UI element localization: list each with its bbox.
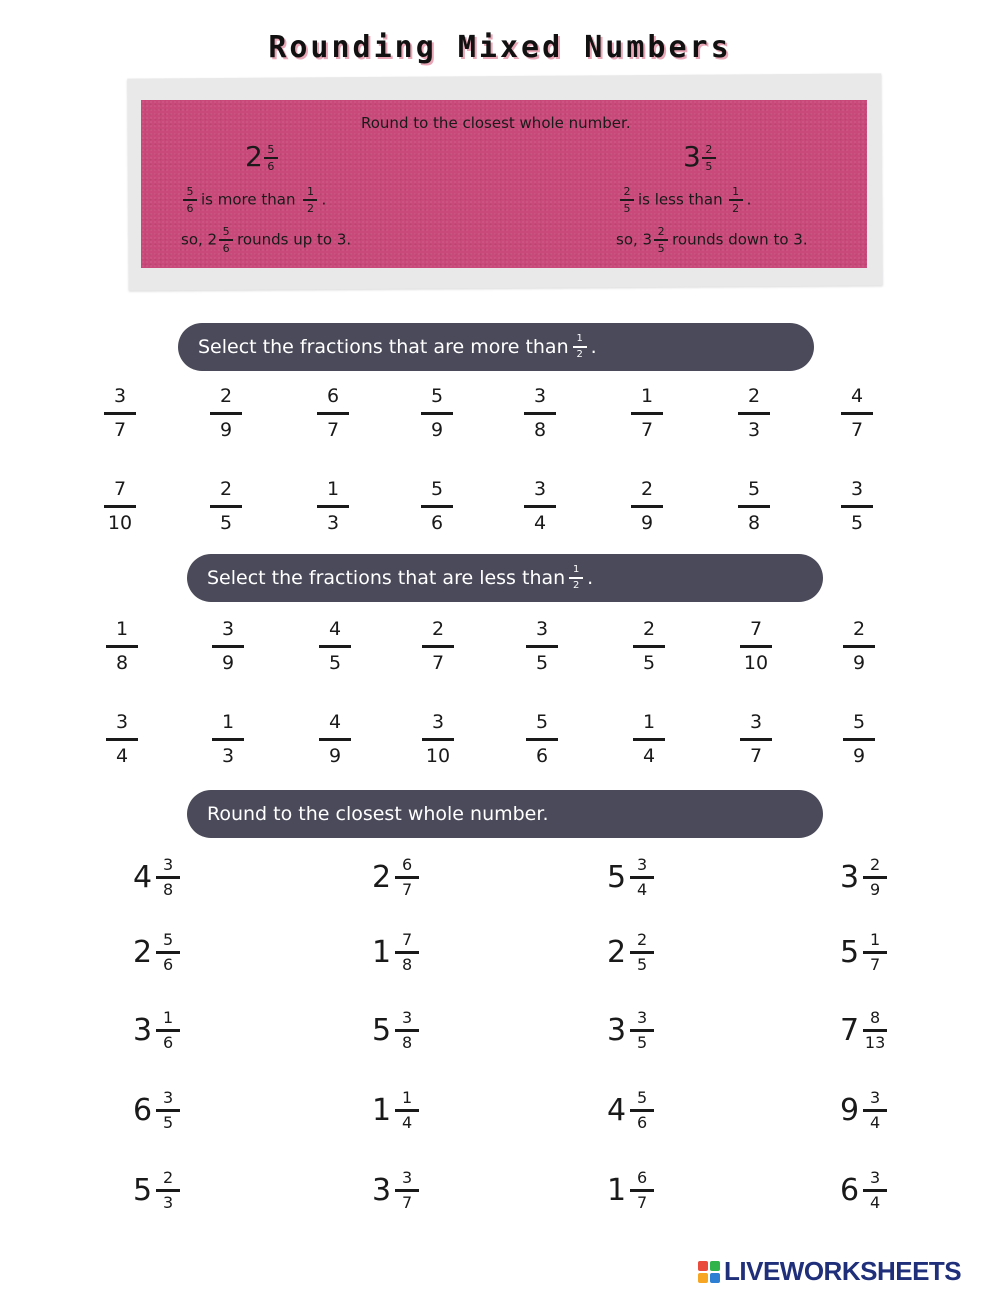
fraction [156,1170,180,1211]
denominator: 3 [221,745,235,767]
selectable-fraction-r1c1[interactable] [92,620,152,673]
denominator: 9 [221,652,235,674]
denominator: 9 [328,745,342,767]
denominator: 4 [870,1113,881,1132]
denominator: 3 [326,512,340,534]
fraction [630,1090,654,1131]
whole-number: 7 [840,1012,860,1048]
mixed-number-r2c3 [607,932,654,973]
denominator: 5 [637,1033,648,1052]
numerator: 1 [115,618,129,640]
denominator: 8 [115,652,129,674]
denominator: 4 [115,745,129,767]
fraction [524,387,556,440]
fraction [210,387,242,440]
fraction [106,620,138,673]
numerator: 1 [640,385,654,407]
whole-number: 2 [133,934,153,970]
selectable-fraction-r2c2[interactable] [196,480,256,533]
numerator: 1 [163,1008,174,1027]
fraction [395,857,419,898]
selectable-fraction-r2c5[interactable] [512,713,572,766]
fraction [395,1010,419,1051]
denominator: 8 [747,512,761,534]
fraction [104,387,136,440]
fraction [863,1170,887,1211]
denominator: 6 [535,745,549,767]
example-left-compare: $\frac{5}{6}$ is more than $\frac{1}{2}$ . [181,186,326,214]
denominator: 13 [864,1033,886,1052]
numerator: 7 [402,930,413,949]
fraction [319,620,351,673]
numerator: 3 [850,478,864,500]
mixed-number-r4c4 [840,1090,887,1131]
fraction [319,713,351,766]
denominator: 5 [535,652,549,674]
section3-banner: Round to the closest whole number. [187,790,823,838]
fraction [156,932,180,973]
fraction [212,713,244,766]
example-left-half: $\frac{1}{2}$ [303,186,317,214]
whole-number: 4 [607,1092,627,1128]
mixed-number-r3c1 [133,1010,180,1051]
fraction [317,480,349,533]
fraction [156,1010,180,1051]
numerator: 7 [749,618,763,640]
fraction [841,387,873,440]
selectable-fraction-r1c6[interactable] [617,387,677,440]
denominator: 8 [402,955,413,974]
whole-number: 5 [133,1172,153,1208]
selectable-fraction-r2c8[interactable] [827,480,887,533]
liveworksheets-logo [698,1256,961,1287]
denominator: 4 [533,512,547,534]
numerator: 1 [326,478,340,500]
numerator: 2 [852,618,866,640]
denominator: 3 [747,419,761,441]
fraction [633,713,665,766]
mixed-number-r2c4 [840,932,887,973]
selectable-fraction-r1c5[interactable] [510,387,570,440]
fraction [738,480,770,533]
selectable-fraction-r1c2[interactable] [196,387,256,440]
numerator: 3 [431,711,445,733]
selectable-fraction-r2c8[interactable] [829,713,889,766]
fraction [841,480,873,533]
denominator: 4 [402,1113,413,1132]
numerator: 4 [328,711,342,733]
mixed-number-r3c3 [607,1010,654,1051]
fraction [395,1090,419,1131]
mixed-number-r2c2 [372,932,419,973]
denominator: 8 [163,880,174,899]
example-left-result-fraction: $\frac{5}{6}$ [219,226,233,254]
mixed-number-r3c4 [840,1010,887,1051]
numerator: 2 [642,618,656,640]
denominator: 7 [402,1193,413,1212]
numerator: 5 [535,711,549,733]
fraction [526,713,558,766]
section2-banner: Select the fractions that are less than $\frac{1}{2}$ . [187,554,823,602]
denominator: 6 [163,1033,174,1052]
denominator: 9 [430,419,444,441]
selectable-fraction-r1c8[interactable] [827,387,887,440]
fraction [740,713,772,766]
denominator: 10 [107,512,133,534]
denominator: 8 [402,1033,413,1052]
mixed-number-r5c4 [840,1170,887,1211]
denominator: 6 [430,512,444,534]
selectable-fraction-r2c2[interactable] [198,713,258,766]
fraction [156,1090,180,1131]
fraction [633,620,665,673]
denominator: 10 [743,652,769,674]
mixed-number-r1c3 [607,857,654,898]
denominator: 5 [637,955,648,974]
fraction [631,480,663,533]
selectable-fraction-r1c7[interactable] [726,620,786,673]
logo-icon [698,1261,720,1283]
numerator: 3 [402,1008,413,1027]
denominator: 9 [852,745,866,767]
selectable-fraction-r2c7[interactable] [726,713,786,766]
fraction [843,620,875,673]
denominator: 7 [637,1193,648,1212]
numerator: 6 [402,855,413,874]
selectable-fraction-r1c7[interactable] [724,387,784,440]
whole-number: 3 [133,1012,153,1048]
numerator: 3 [221,618,235,640]
example-left-fraction: $\frac{5}{6}$ [264,144,278,172]
example-box [141,100,867,268]
selectable-fraction-r2c1[interactable] [90,480,150,533]
mixed-number-r2c1 [133,932,180,973]
denominator: 4 [870,1193,881,1212]
selectable-fraction-r1c4[interactable] [407,387,467,440]
denominator: 7 [749,745,763,767]
denominator: 7 [113,419,127,441]
denominator: 9 [219,419,233,441]
mixed-number-r1c4 [840,857,887,898]
numerator: 3 [870,1088,881,1107]
selectable-fraction-r2c6[interactable] [619,713,679,766]
fraction [630,857,654,898]
logo-square-1 [698,1261,708,1271]
selectable-fraction-r1c1[interactable] [90,387,150,440]
example-left-mixed [245,140,282,173]
selectable-fraction-r2c4[interactable] [408,713,468,766]
mixed-number-r5c2 [372,1170,419,1211]
mixed-number-r1c2 [372,857,419,898]
fraction [422,713,454,766]
whole-number: 3 [372,1172,392,1208]
numerator: 5 [852,711,866,733]
whole-number: 2 [607,934,627,970]
example-right-result-fraction: $\frac{2}{5}$ [654,226,668,254]
selectable-fraction-r2c5[interactable] [510,480,570,533]
numerator: 1 [221,711,235,733]
fraction [422,620,454,673]
denominator: 6 [163,955,174,974]
whole-number: 1 [607,1172,627,1208]
whole-number: 3 [607,1012,627,1048]
numerator: 5 [163,930,174,949]
whole-number: 6 [133,1092,153,1128]
selectable-fraction-r1c3[interactable] [303,387,363,440]
numerator: 3 [749,711,763,733]
whole-number: 1 [372,1092,392,1128]
numerator: 1 [870,930,881,949]
numerator: 3 [402,1168,413,1187]
whole-number: 6 [840,1172,860,1208]
fraction [526,620,558,673]
mixed-number-r4c3 [607,1090,654,1131]
denominator: 7 [326,419,340,441]
fraction [210,480,242,533]
numerator: 6 [326,385,340,407]
mixed-number-r3c2 [372,1010,419,1051]
numerator: 3 [870,1168,881,1187]
example-right-compare: $\frac{2}{5}$ is less than $\frac{1}{2}$ . [618,186,751,214]
numerator: 2 [219,385,233,407]
fraction [317,387,349,440]
example-instruction: Round to the closest whole number. [361,114,631,132]
fraction [156,857,180,898]
denominator: 9 [870,880,881,899]
fraction [421,480,453,533]
logo-text: LIVEWORKSHEETS [724,1256,962,1286]
numerator: 5 [637,1088,648,1107]
selectable-fraction-r1c3[interactable] [305,620,365,673]
numerator: 5 [747,478,761,500]
selectable-fraction-r1c2[interactable] [198,620,258,673]
fraction [212,620,244,673]
numerator: 5 [430,385,444,407]
numerator: 4 [850,385,864,407]
mixed-number-r1c1 [133,857,180,898]
fraction [395,1170,419,1211]
fraction [104,480,136,533]
numerator: 3 [637,1008,648,1027]
fraction [630,932,654,973]
example-left-whole: 2 [245,140,263,173]
denominator: 7 [431,652,445,674]
whole-number: 2 [372,859,392,895]
selectable-fraction-r2c1[interactable] [92,713,152,766]
fraction [106,713,138,766]
numerator: 1 [642,711,656,733]
denominator: 7 [850,419,864,441]
example-right-fraction: $\frac{2}{5}$ [702,144,716,172]
denominator: 4 [642,745,656,767]
selectable-fraction-r1c8[interactable] [829,620,889,673]
fraction [524,480,556,533]
numerator: 3 [533,478,547,500]
example-left-compare-fraction: $\frac{5}{6}$ [183,186,197,214]
fraction [738,387,770,440]
mixed-number-r5c3 [607,1170,654,1211]
numerator: 2 [163,1168,174,1187]
denominator: 5 [328,652,342,674]
denominator: 9 [640,512,654,534]
example-right-whole: 3 [683,140,701,173]
example-left-result: so, 2 $\frac{5}{6}$ rounds up to 3. [181,225,352,255]
numerator: 3 [533,385,547,407]
numerator: 2 [637,930,648,949]
denominator: 5 [850,512,864,534]
mixed-number-r4c2 [372,1090,419,1131]
numerator: 2 [219,478,233,500]
selectable-fraction-r1c5[interactable] [512,620,572,673]
numerator: 3 [113,385,127,407]
numerator: 5 [430,478,444,500]
numerator: 1 [402,1088,413,1107]
fraction [395,932,419,973]
fraction [843,713,875,766]
denominator: 6 [637,1113,648,1132]
selectable-fraction-r2c7[interactable] [724,480,784,533]
example-right-compare-fraction: $\frac{2}{5}$ [620,186,634,214]
selectable-fraction-r1c4[interactable] [408,620,468,673]
logo-square-2 [710,1261,720,1271]
fraction [863,1010,887,1051]
example-right-half: $\frac{1}{2}$ [729,186,743,214]
selectable-fraction-r2c3[interactable] [305,713,365,766]
fraction [630,1010,654,1051]
whole-number: 3 [840,859,860,895]
numerator: 2 [747,385,761,407]
section2-half-fraction: $\frac{1}{2}$ [569,565,583,591]
mixed-number-r4c1 [133,1090,180,1131]
fraction [631,387,663,440]
denominator: 5 [163,1113,174,1132]
numerator: 3 [163,855,174,874]
logo-square-4 [710,1273,720,1283]
numerator: 3 [637,855,648,874]
section1-half-fraction: $\frac{1}{2}$ [573,334,587,360]
fraction [863,857,887,898]
selectable-fraction-r1c6[interactable] [619,620,679,673]
whole-number: 5 [372,1012,392,1048]
denominator: 8 [533,419,547,441]
denominator: 9 [852,652,866,674]
example-right-mixed [683,140,720,173]
numerator: 3 [163,1088,174,1107]
denominator: 7 [870,955,881,974]
numerator: 6 [637,1168,648,1187]
fraction [863,1090,887,1131]
selectable-fraction-r2c6[interactable] [617,480,677,533]
numerator: 4 [328,618,342,640]
fraction [421,387,453,440]
logo-square-3 [698,1273,708,1283]
numerator: 8 [870,1008,881,1027]
numerator: 2 [640,478,654,500]
numerator: 3 [535,618,549,640]
fraction [630,1170,654,1211]
numerator: 2 [870,855,881,874]
selectable-fraction-r2c3[interactable] [303,480,363,533]
denominator: 10 [425,745,451,767]
whole-number: 5 [840,934,860,970]
fraction [863,932,887,973]
denominator: 5 [642,652,656,674]
example-right-result: so, 3 $\frac{2}{5}$ rounds down to 3. [616,225,808,255]
denominator: 3 [163,1193,174,1212]
whole-number: 1 [372,934,392,970]
denominator: 7 [640,419,654,441]
section1-banner: Select the fractions that are more than $\frac{1}{2}$ . [178,323,814,371]
whole-number: 4 [133,859,153,895]
denominator: 4 [637,880,648,899]
whole-number: 5 [607,859,627,895]
denominator: 7 [402,880,413,899]
page-title: Rounding Mixed Numbers [268,30,732,65]
whole-number: 9 [840,1092,860,1128]
numerator: 2 [431,618,445,640]
mixed-number-r5c1 [133,1170,180,1211]
numerator: 7 [113,478,127,500]
denominator: 5 [219,512,233,534]
selectable-fraction-r2c4[interactable] [407,480,467,533]
fraction [740,620,772,673]
numerator: 3 [115,711,129,733]
